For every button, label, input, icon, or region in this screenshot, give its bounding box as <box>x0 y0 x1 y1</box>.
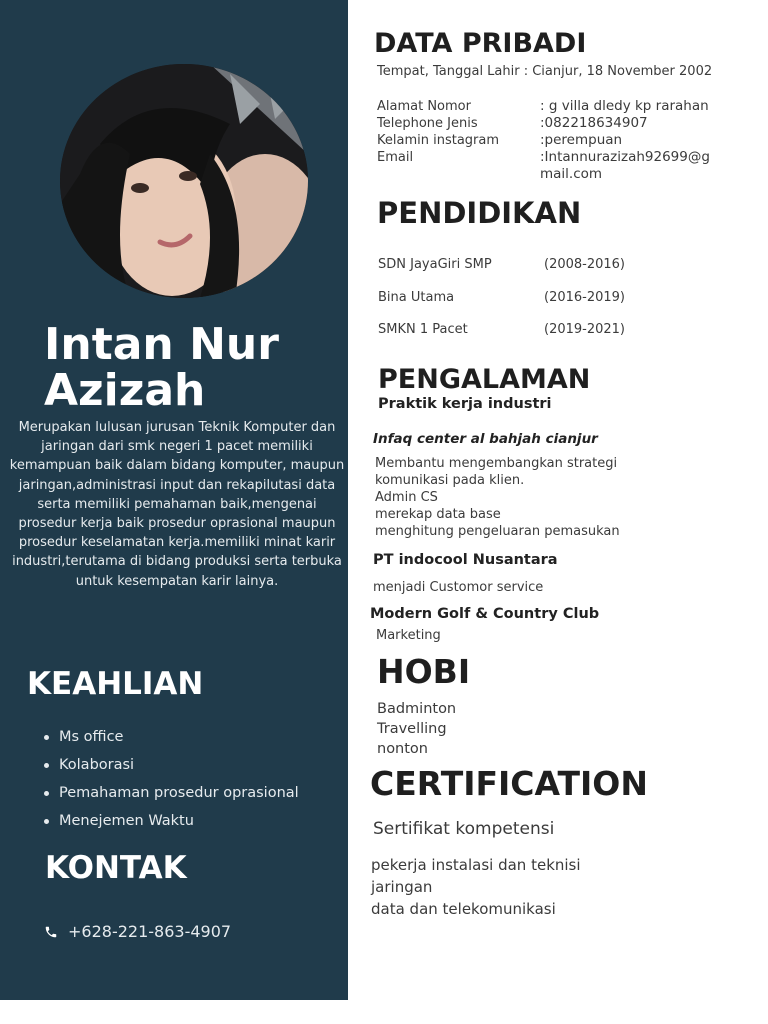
birth-info: Tempat, Tanggal Lahir : Cianjur, 18 November 2002 <box>377 64 713 79</box>
phone-number: +628-221-863-4907 <box>68 922 232 941</box>
education-school: Bina Utama <box>378 290 455 305</box>
hobby-item: Travelling <box>377 721 447 737</box>
job-line: Membantu mengembangkan strategi <box>375 456 618 471</box>
personal-heading: DATA PRIBADI <box>374 28 587 59</box>
skill-item: Kolaborasi <box>42 754 299 782</box>
job-title: Modern Golf & Country Club <box>370 606 600 622</box>
personal-labels <box>377 98 499 166</box>
job-description <box>375 455 620 540</box>
job-title: Infaq center al bahjah cianjur <box>373 431 598 447</box>
job-description: menjadi Customor service <box>373 580 544 595</box>
job-line: komunikasi pada klien. <box>375 473 525 488</box>
personal-value: mail.com <box>540 166 603 182</box>
experience-heading: PENGALAMAN <box>378 364 591 395</box>
job-description: Marketing <box>376 628 441 643</box>
profile-photo <box>60 64 308 298</box>
personal-label: Telephone Jenis <box>377 116 478 131</box>
personal-value: :perempuan <box>540 132 623 148</box>
personal-values <box>540 98 710 183</box>
education-school: SDN JayaGiri SMP <box>378 257 492 272</box>
personal-value: : g villa dledy kp rarahan <box>540 98 709 114</box>
certification-subtitle: Sertifikat kompetensi <box>373 819 555 839</box>
experience-subtitle: Praktik kerja industri <box>378 396 552 412</box>
education-years: (2008-2016) <box>544 257 626 272</box>
education-school: SMKN 1 Pacet <box>378 322 468 337</box>
education-years: (2016-2019) <box>544 290 626 305</box>
personal-label: Email <box>377 150 414 165</box>
skill-item: Menejemen Waktu <box>42 810 299 838</box>
personal-label: Alamat Nomor <box>377 99 471 114</box>
contact-phone <box>44 922 231 941</box>
hobbies-list <box>377 699 456 759</box>
certification-line: data dan telekomunikasi <box>371 900 556 918</box>
education-years: (2019-2021) <box>544 322 626 337</box>
certification-line: pekerja instalasi dan teknisi <box>371 856 581 874</box>
personal-value: :Intannurazizah92699@g <box>540 149 710 165</box>
skills-heading: KEAHLIAN <box>27 666 204 702</box>
contact-heading: KONTAK <box>45 850 187 886</box>
certification-heading: CERTIFICATION <box>370 764 648 803</box>
education-heading: PENDIDIKAN <box>377 196 582 230</box>
skills-list <box>42 726 299 838</box>
hobbies-heading: HOBI <box>377 652 471 691</box>
hobby-item: Badminton <box>377 701 457 717</box>
job-line: menghitung pengeluaran pemasukan <box>375 524 620 539</box>
skill-item: Pemahaman prosedur oprasional <box>42 782 299 810</box>
job-title: PT indocool Nusantara <box>373 552 558 568</box>
personal-label: Kelamin instagram <box>377 133 500 148</box>
personal-value: :082218634907 <box>540 115 648 131</box>
job-line: merekap data base <box>375 507 501 522</box>
candidate-name: Intan Nur Azizah <box>44 319 279 416</box>
hobby-item: nonton <box>377 741 428 757</box>
certification-line: jaringan <box>371 878 433 896</box>
profile-summary: Merupakan lulusan jurusan Teknik Komputer dan jaringan dari smk negeri 1 pacet memiliki kemampuan baik dalam bidang komputer, maupun jaringan,administrasi input dan rekapilutasi data serta memiliki pemahaman baik,mengenai prosedur kerja baik prosedur oprasional maupun prosedur keselamatan kerja.memiliki minat karir industri,terutama di bidang produksi serta terbuka untuk kesempatan karir lainya. <box>9 420 345 589</box>
certification-list <box>371 854 581 920</box>
phone-icon <box>44 925 58 939</box>
job-line: Admin CS <box>375 490 438 505</box>
sidebar <box>0 0 348 1000</box>
skill-item: Ms office <box>42 726 299 754</box>
